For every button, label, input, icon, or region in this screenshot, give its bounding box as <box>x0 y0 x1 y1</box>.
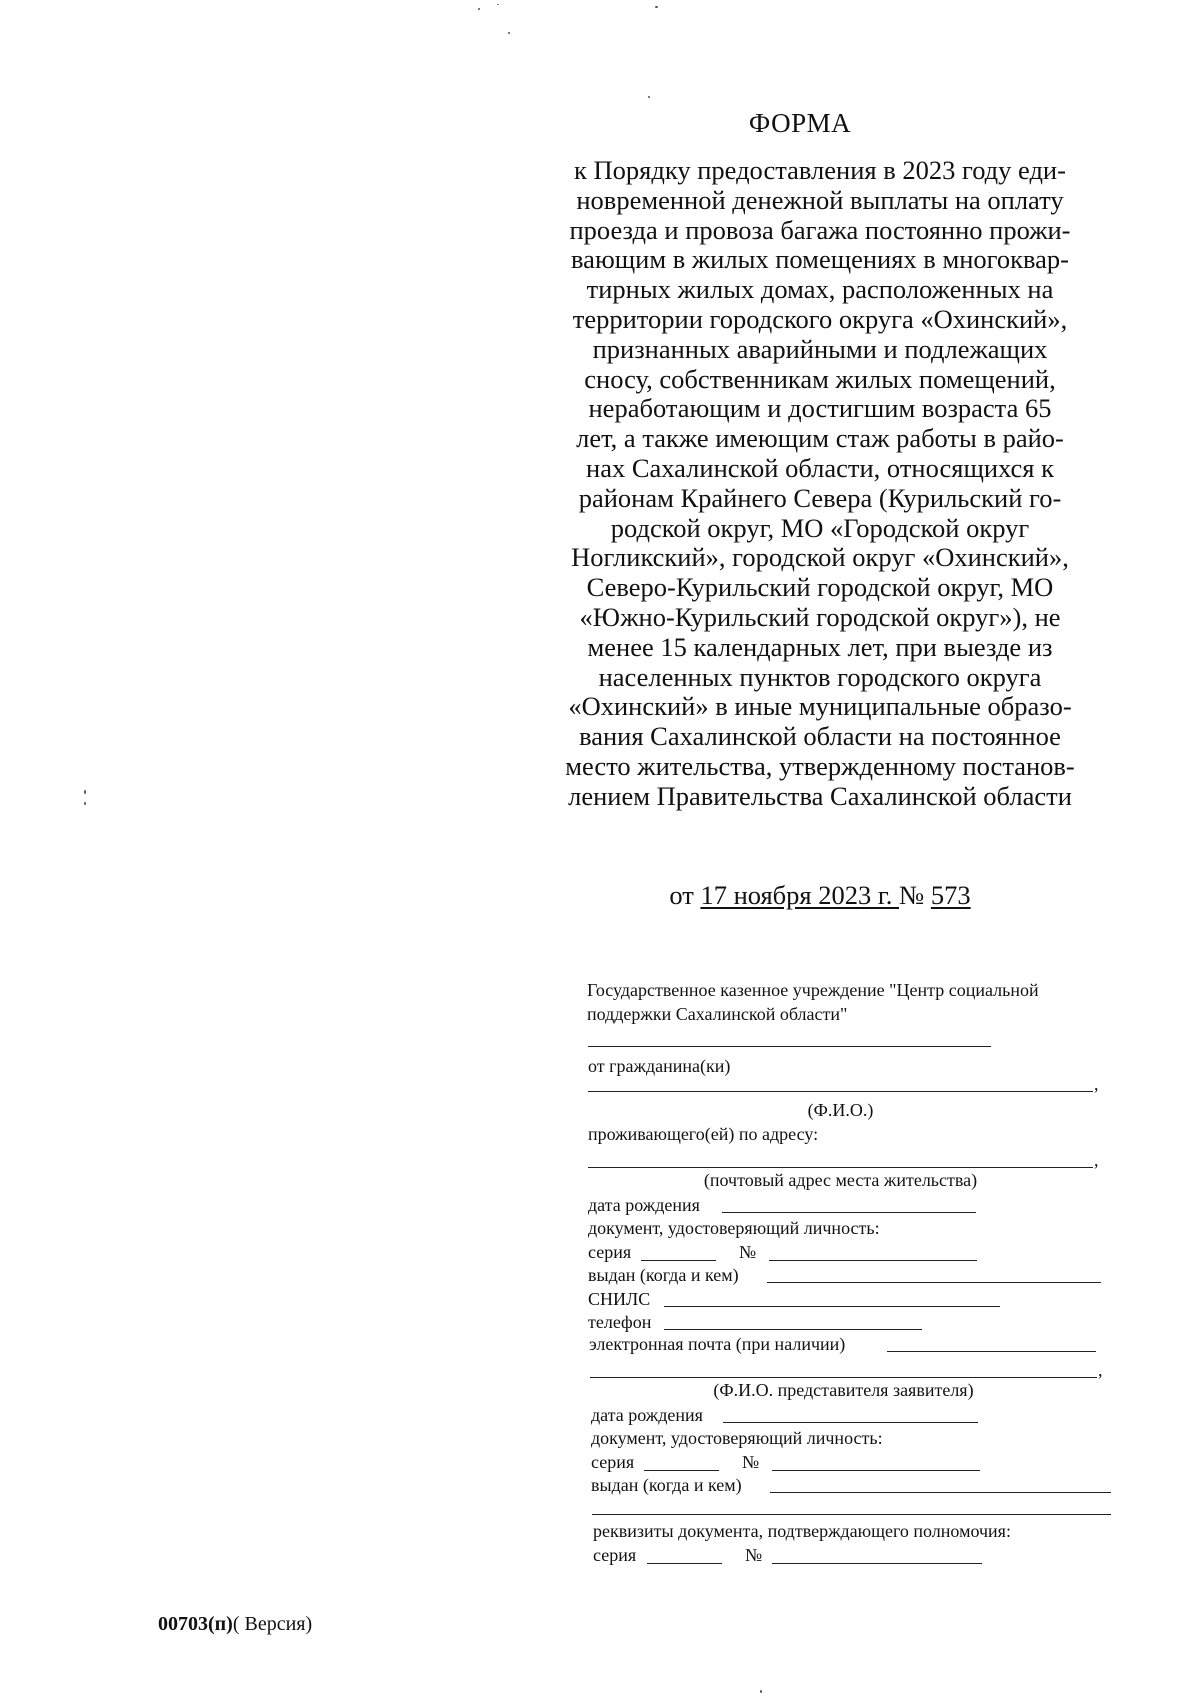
decree-reference <box>530 880 1110 911</box>
preamble-line: проезда и провоза багажа постоянно прожи- <box>569 214 1071 245</box>
auth-series-label: серия <box>593 1545 637 1565</box>
identity-document-label: документ, удостоверяющий личность: <box>588 1218 880 1238</box>
authority-series-field[interactable] <box>647 1563 722 1564</box>
phone-label: телефон <box>588 1312 652 1332</box>
preamble-line: вания Сахалинской области на постоянное <box>579 721 1061 752</box>
applicant-snils-field[interactable] <box>664 1306 1000 1307</box>
representative-fio-caption: (Ф.И.О. представителя заявителя) <box>713 1380 974 1400</box>
preamble-line: сносу, собственникам жилых помещений, <box>584 363 1056 394</box>
applicant-series-field[interactable] <box>641 1260 716 1261</box>
form-preamble <box>530 156 1110 812</box>
applicant-number-field[interactable] <box>769 1260 977 1261</box>
preamble-line: районам Крайнего Севера (Курильский го- <box>578 482 1062 513</box>
preamble-line: Ногликский», городской округ «Охинский», <box>571 542 1069 573</box>
decree-date: 17 ноября 2023 г. <box>700 880 899 910</box>
preamble-line: менее 15 календарных лет, при выезде из <box>587 631 1053 662</box>
applicant-address-field[interactable] <box>588 1167 1093 1168</box>
addressee-line-2: поддержки Сахалинской области" <box>587 1004 848 1024</box>
preamble-line: признанных аварийными и подлежащих <box>592 333 1048 364</box>
form-title: ФОРМА <box>748 108 852 138</box>
applicant-email-field[interactable] <box>887 1351 1096 1352</box>
representative-fio-field[interactable] <box>590 1377 1097 1378</box>
decree-number-sign: № <box>898 880 931 910</box>
number-label: № <box>739 1242 757 1262</box>
rep-issued-by-label: выдан (когда и кем) <box>591 1475 742 1495</box>
preamble-line: тирных жилых домах, расположенных на <box>586 274 1054 305</box>
series-label: серия <box>588 1242 632 1262</box>
scan-speck <box>84 802 86 805</box>
representative-issued-by-field-2[interactable] <box>592 1514 1111 1515</box>
scan-speck <box>84 790 86 794</box>
preamble-line: вающим в жилых помещениях в многоквар- <box>571 244 1069 275</box>
addressee-line-1: Государственное казенное учреждение "Центр социальной <box>587 980 1039 1000</box>
address-caption: (почтовый адрес места жительства) <box>703 1170 978 1190</box>
comma: , <box>1094 1074 1099 1094</box>
representative-number-field[interactable] <box>772 1470 980 1471</box>
fio-caption: (Ф.И.О.) <box>807 1100 874 1120</box>
representative-issued-by-field[interactable] <box>770 1492 1111 1493</box>
decree-prefix: от <box>669 880 701 910</box>
preamble-line: населенных пунктов городского округа <box>598 661 1042 692</box>
preamble-line: Северо-Курильский городской округ, МО <box>586 572 1054 603</box>
decree-number: 573 <box>930 880 971 910</box>
scan-speck <box>478 8 480 10</box>
auth-number-label: № <box>745 1545 763 1565</box>
applicant-phone-field[interactable] <box>664 1329 922 1330</box>
applicant-fio-field[interactable] <box>588 1091 1093 1092</box>
preamble-line: к Порядку предоставления в 2023 году еди- <box>574 155 1066 185</box>
document-code: 00703(п) <box>158 1613 233 1635</box>
address-label: проживающего(ей) по адресу: <box>588 1124 819 1144</box>
rep-number-label: № <box>742 1452 760 1472</box>
document-version: ( Версия) <box>232 1613 313 1635</box>
document-footer <box>158 1613 312 1636</box>
representative-birth-date-field[interactable] <box>723 1422 978 1423</box>
rep-series-label: серия <box>591 1452 635 1472</box>
scan-speck <box>760 1690 762 1693</box>
addressee-rule <box>588 1046 991 1047</box>
birth-date-label: дата рождения <box>588 1195 700 1215</box>
scan-speck <box>508 32 510 34</box>
preamble-line: новременной денежной выплаты на оплату <box>576 184 1064 215</box>
snils-label: СНИЛС <box>588 1289 651 1309</box>
preamble-line: родской округ, МО «Городской округ <box>610 512 1030 543</box>
comma: , <box>1094 1150 1099 1170</box>
preamble-line: «Охинский» в иные муниципальные образо- <box>568 691 1072 722</box>
preamble-line: нах Сахалинской области, относящихся к <box>586 452 1054 483</box>
issued-by-label: выдан (когда и кем) <box>588 1265 739 1285</box>
applicant-birth-date-field[interactable] <box>722 1212 976 1213</box>
applicant-issued-by-field[interactable] <box>767 1282 1101 1283</box>
scan-speck <box>648 96 650 98</box>
scan-speck <box>497 4 499 5</box>
email-label: электронная почта (при наличии) <box>589 1334 846 1354</box>
rep-identity-document-label: документ, удостоверяющий личность: <box>591 1428 883 1448</box>
representative-series-field[interactable] <box>644 1470 719 1471</box>
authority-number-field[interactable] <box>772 1563 982 1564</box>
preamble-line: лет, а также имеющим стаж работы в райо- <box>576 423 1064 454</box>
preamble-line: лением Правительства Сахалинской области <box>568 780 1072 811</box>
rep-birth-date-label: дата рождения <box>591 1405 703 1425</box>
scan-speck <box>655 6 658 8</box>
preamble-line: «Южно-Курильский городской округ»), не <box>579 601 1061 632</box>
from-citizen-label: от гражданина(ки) <box>588 1056 731 1076</box>
authority-document-label: реквизиты документа, подтверждающего полномочия: <box>593 1521 1011 1541</box>
preamble-line: место жительства, утвержденному постанов- <box>565 750 1075 781</box>
preamble-line: неработающим и достигшим возраста 65 <box>588 393 1052 424</box>
preamble-line: территории городского округа «Охинский», <box>572 303 1068 334</box>
comma: , <box>1098 1360 1103 1380</box>
